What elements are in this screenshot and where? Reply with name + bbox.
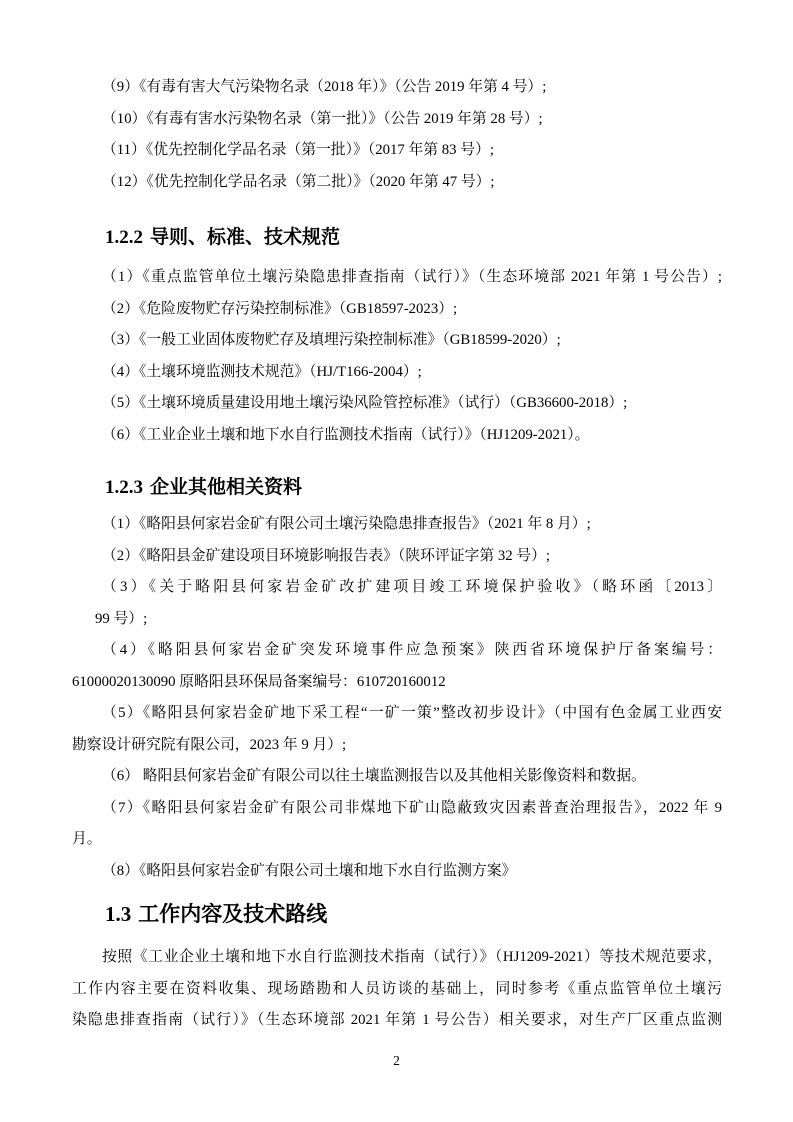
list-item-continuation: 勘察设计研究院有限公司，2023 年 9 月）;	[72, 736, 347, 753]
list-item: （1）《重点监管单位土壤污染隐患排查指南（试行）》（生态环境部 2021 年第 1 号公告）;	[102, 269, 722, 285]
paragraph-line: 工作内容主要在资料收集、现场踏勘和人员访谈的基础上，同时参考《重点监管单位土壤污	[72, 980, 722, 997]
section-number: 1.2.3	[105, 477, 143, 498]
list-item: （3）《一般工业固体废物贮存及填埋污染控制标准》（GB18599-2020）;	[102, 332, 561, 348]
list-item: （10）《有毒有害水污染物名录（第一批）》（公告 2019 年第 28 号）;	[102, 110, 543, 127]
section-heading-1-2-2	[105, 223, 722, 253]
list-item: （7）《略阳县何家岩金矿有限公司非煤地下矿山隐蔽致灾因素普查治理报告》，2022 年 9	[102, 799, 722, 816]
list-item: （4）《略阳县何家岩金矿突发环境事件应急预案》陕西省环境保护厅备案编号：	[102, 642, 722, 658]
section-heading-1-3	[105, 897, 722, 932]
list-item: （2）《略阳县金矿建设项目环境影响报告表》（陕环评证字第 32 号）;	[102, 547, 551, 564]
paragraph-line: 按照《工业企业土壤和地下水自行监测技术指南（试行）》（HJ1209-2021）等技术规范要求，	[102, 949, 722, 965]
list-item: （2）《危险废物贮存污染控制标准》（GB18597-2023）;	[102, 300, 458, 317]
list-item-continuation: 月。	[72, 831, 102, 847]
list-item-continuation: 99 号）;	[95, 610, 148, 627]
list-item: （8）《略阳县何家岩金矿有限公司土壤和地下水自行监测方案》	[102, 862, 517, 879]
page-number: 2	[393, 1053, 400, 1068]
list-item: （5）《土壤环境质量建设用地土壤污染风险管控标准》（试行）（GB36600-2018）;	[102, 395, 628, 411]
list-item: （3）《关于略阳县何家岩金矿改扩建项目竣工环境保护验收》（略环函〔2013〕	[102, 579, 722, 595]
section-title: 工作内容及技术路线	[138, 903, 328, 926]
list-item-continuation: 61000020130090 原略阳县环保局备案编号：610720160012	[72, 673, 446, 690]
section-title: 企业其他相关资料	[150, 477, 303, 498]
list-item: （6）《工业企业土壤和地下水自行监测技术指南（试行）》（HJ1209-2021）。	[102, 426, 590, 443]
section-number: 1.3	[105, 902, 132, 926]
list-item: （1）《略阳县何家岩金矿有限公司土壤污染隐患排查报告》（2021 年 8 月）;	[102, 516, 591, 532]
section-title: 导则、标准、技术规范	[150, 227, 341, 248]
list-item: （5）《略阳县何家岩金矿地下采工程“一矿一策”整改初步设计》（中国有色金属工业西安	[102, 705, 722, 721]
section-number: 1.2.2	[105, 227, 143, 248]
page-content	[72, 72, 722, 1037]
list-item: （6） 略阳县何家岩金矿有限公司以往土壤监测报告以及其他相关影像资料和数据。	[102, 768, 646, 784]
list-item: （12）《优先控制化学品名录（第二批）》（2020 年第 47 号）;	[102, 173, 495, 190]
section-heading-1-2-3	[105, 473, 722, 503]
list-item: （4）《土壤环境监测技术规范》（HJ/T166-2004）;	[102, 363, 422, 380]
list-item: （11）《优先控制化学品名录（第一批）》（2017 年第 83 号）;	[102, 142, 494, 158]
list-item: （9）《有毒有害大气污染物名录（2018 年）》（公告 2019 年第 4 号）;	[102, 79, 547, 95]
paragraph-line: 染隐患排查指南（试行）》（生态环境部 2021 年第 1 号公告）相关要求，对生产厂区重点监测	[72, 1012, 722, 1028]
